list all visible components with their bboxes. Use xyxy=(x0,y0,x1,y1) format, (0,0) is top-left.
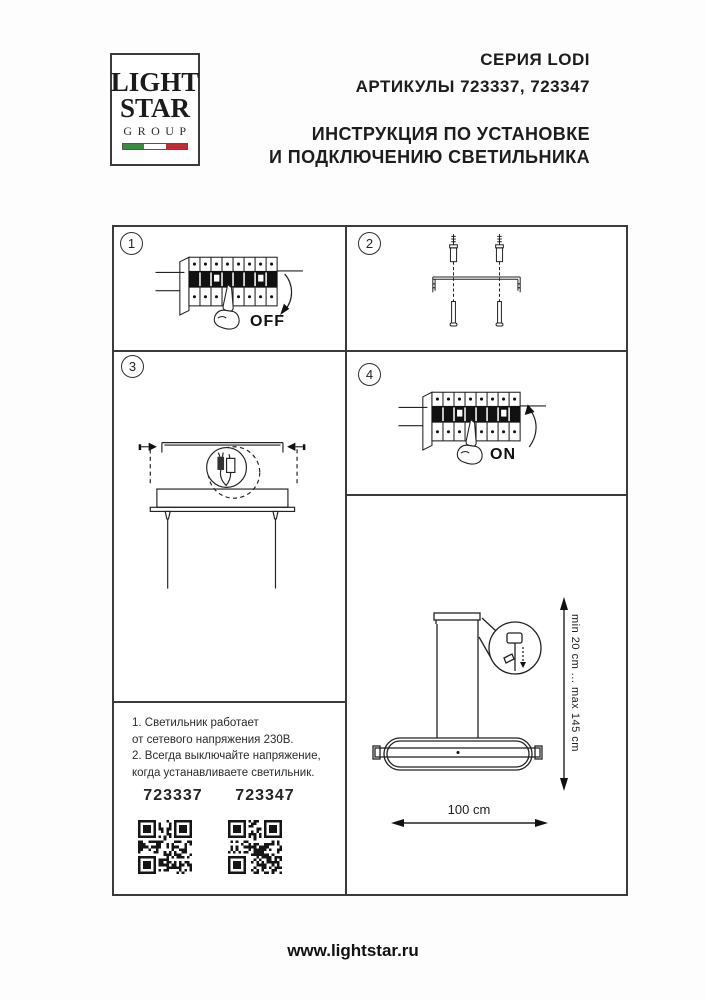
step-4-badge: 4 xyxy=(358,363,381,386)
safety-notes xyxy=(132,715,321,781)
note-line-4: когда устанавливаете светильник. xyxy=(132,766,315,779)
arrow-up-icon xyxy=(525,404,536,447)
width-arrow xyxy=(391,819,548,827)
step-1-badge: 1 xyxy=(120,232,143,255)
height-arrow xyxy=(560,597,568,791)
breaker-modules-top xyxy=(436,392,516,406)
anchor-right xyxy=(496,234,504,326)
flag-stripe-green xyxy=(123,144,144,149)
notes-panel xyxy=(114,703,345,894)
title-line-2: И ПОДКЛЮЧЕНИЮ СВЕТИЛЬНИКА xyxy=(269,147,590,167)
header xyxy=(210,50,590,169)
on-label: ON xyxy=(490,446,516,463)
website-url: www.lightstar.ru xyxy=(287,941,419,960)
flag-stripe-white xyxy=(144,144,165,149)
ceiling-canopy xyxy=(434,613,480,624)
instruction-grid xyxy=(112,225,628,896)
qr-code-723337 xyxy=(138,820,192,874)
cable-adjuster-detail xyxy=(479,618,541,674)
note-line-3: 2. Всегда выключайте напряжение, xyxy=(132,750,321,762)
mounting-hardware-illustration xyxy=(419,231,534,331)
document-title xyxy=(210,123,590,169)
pointing-hand-icon xyxy=(457,420,482,464)
series-name: СЕРИЯ LODI xyxy=(480,50,590,69)
pendant-lamp-illustration xyxy=(347,591,628,836)
off-label: OFF xyxy=(250,313,285,330)
flag-stripe-red xyxy=(166,144,187,149)
canopy-mounting-illustration xyxy=(137,431,307,626)
suspension-cables xyxy=(165,511,278,588)
qr-code-723347 xyxy=(228,820,282,874)
canopy-box xyxy=(150,489,294,511)
article-number-723337: 723337 xyxy=(143,787,203,804)
title-line-1: ИНСТРУКЦИЯ ПО УСТАНОВКЕ xyxy=(311,124,590,144)
step-3-badge: 3 xyxy=(121,355,144,378)
italian-flag xyxy=(122,143,188,150)
step-4-panel xyxy=(347,352,626,494)
lamp-body xyxy=(373,738,542,770)
screw-left xyxy=(139,443,157,451)
lamp-dimensions-panel xyxy=(347,496,626,894)
anchor-left xyxy=(450,234,458,326)
step-1-panel xyxy=(114,227,345,350)
step-3-panel xyxy=(114,352,345,701)
lightstar-logo xyxy=(110,53,200,166)
note-line-1: 1. Светильник работает xyxy=(132,717,259,729)
screw-right xyxy=(287,443,305,451)
article-number-723347: 723347 xyxy=(235,787,295,804)
circuit-breaker-on-illustration xyxy=(397,374,549,473)
logo-text-light: LIGHT xyxy=(110,67,200,97)
article-numbers: АРТИКУЛЫ 723337, 723347 xyxy=(355,77,590,96)
logo-text-star: STAR xyxy=(119,93,191,123)
breaker-modules-top xyxy=(193,257,273,271)
note-line-2: от сетевого напряжения 230В. xyxy=(132,733,294,746)
logo-text-group: GROUP xyxy=(123,124,192,138)
pointing-hand-icon xyxy=(214,285,239,329)
arrow-down-icon xyxy=(280,274,291,315)
step-2-badge: 2 xyxy=(358,232,381,255)
mounting-bracket xyxy=(433,277,520,292)
height-range-label: min 20 cm ... max 145 cm xyxy=(569,614,581,752)
step-2-panel xyxy=(347,227,626,350)
width-label: 100 cm xyxy=(447,802,491,817)
